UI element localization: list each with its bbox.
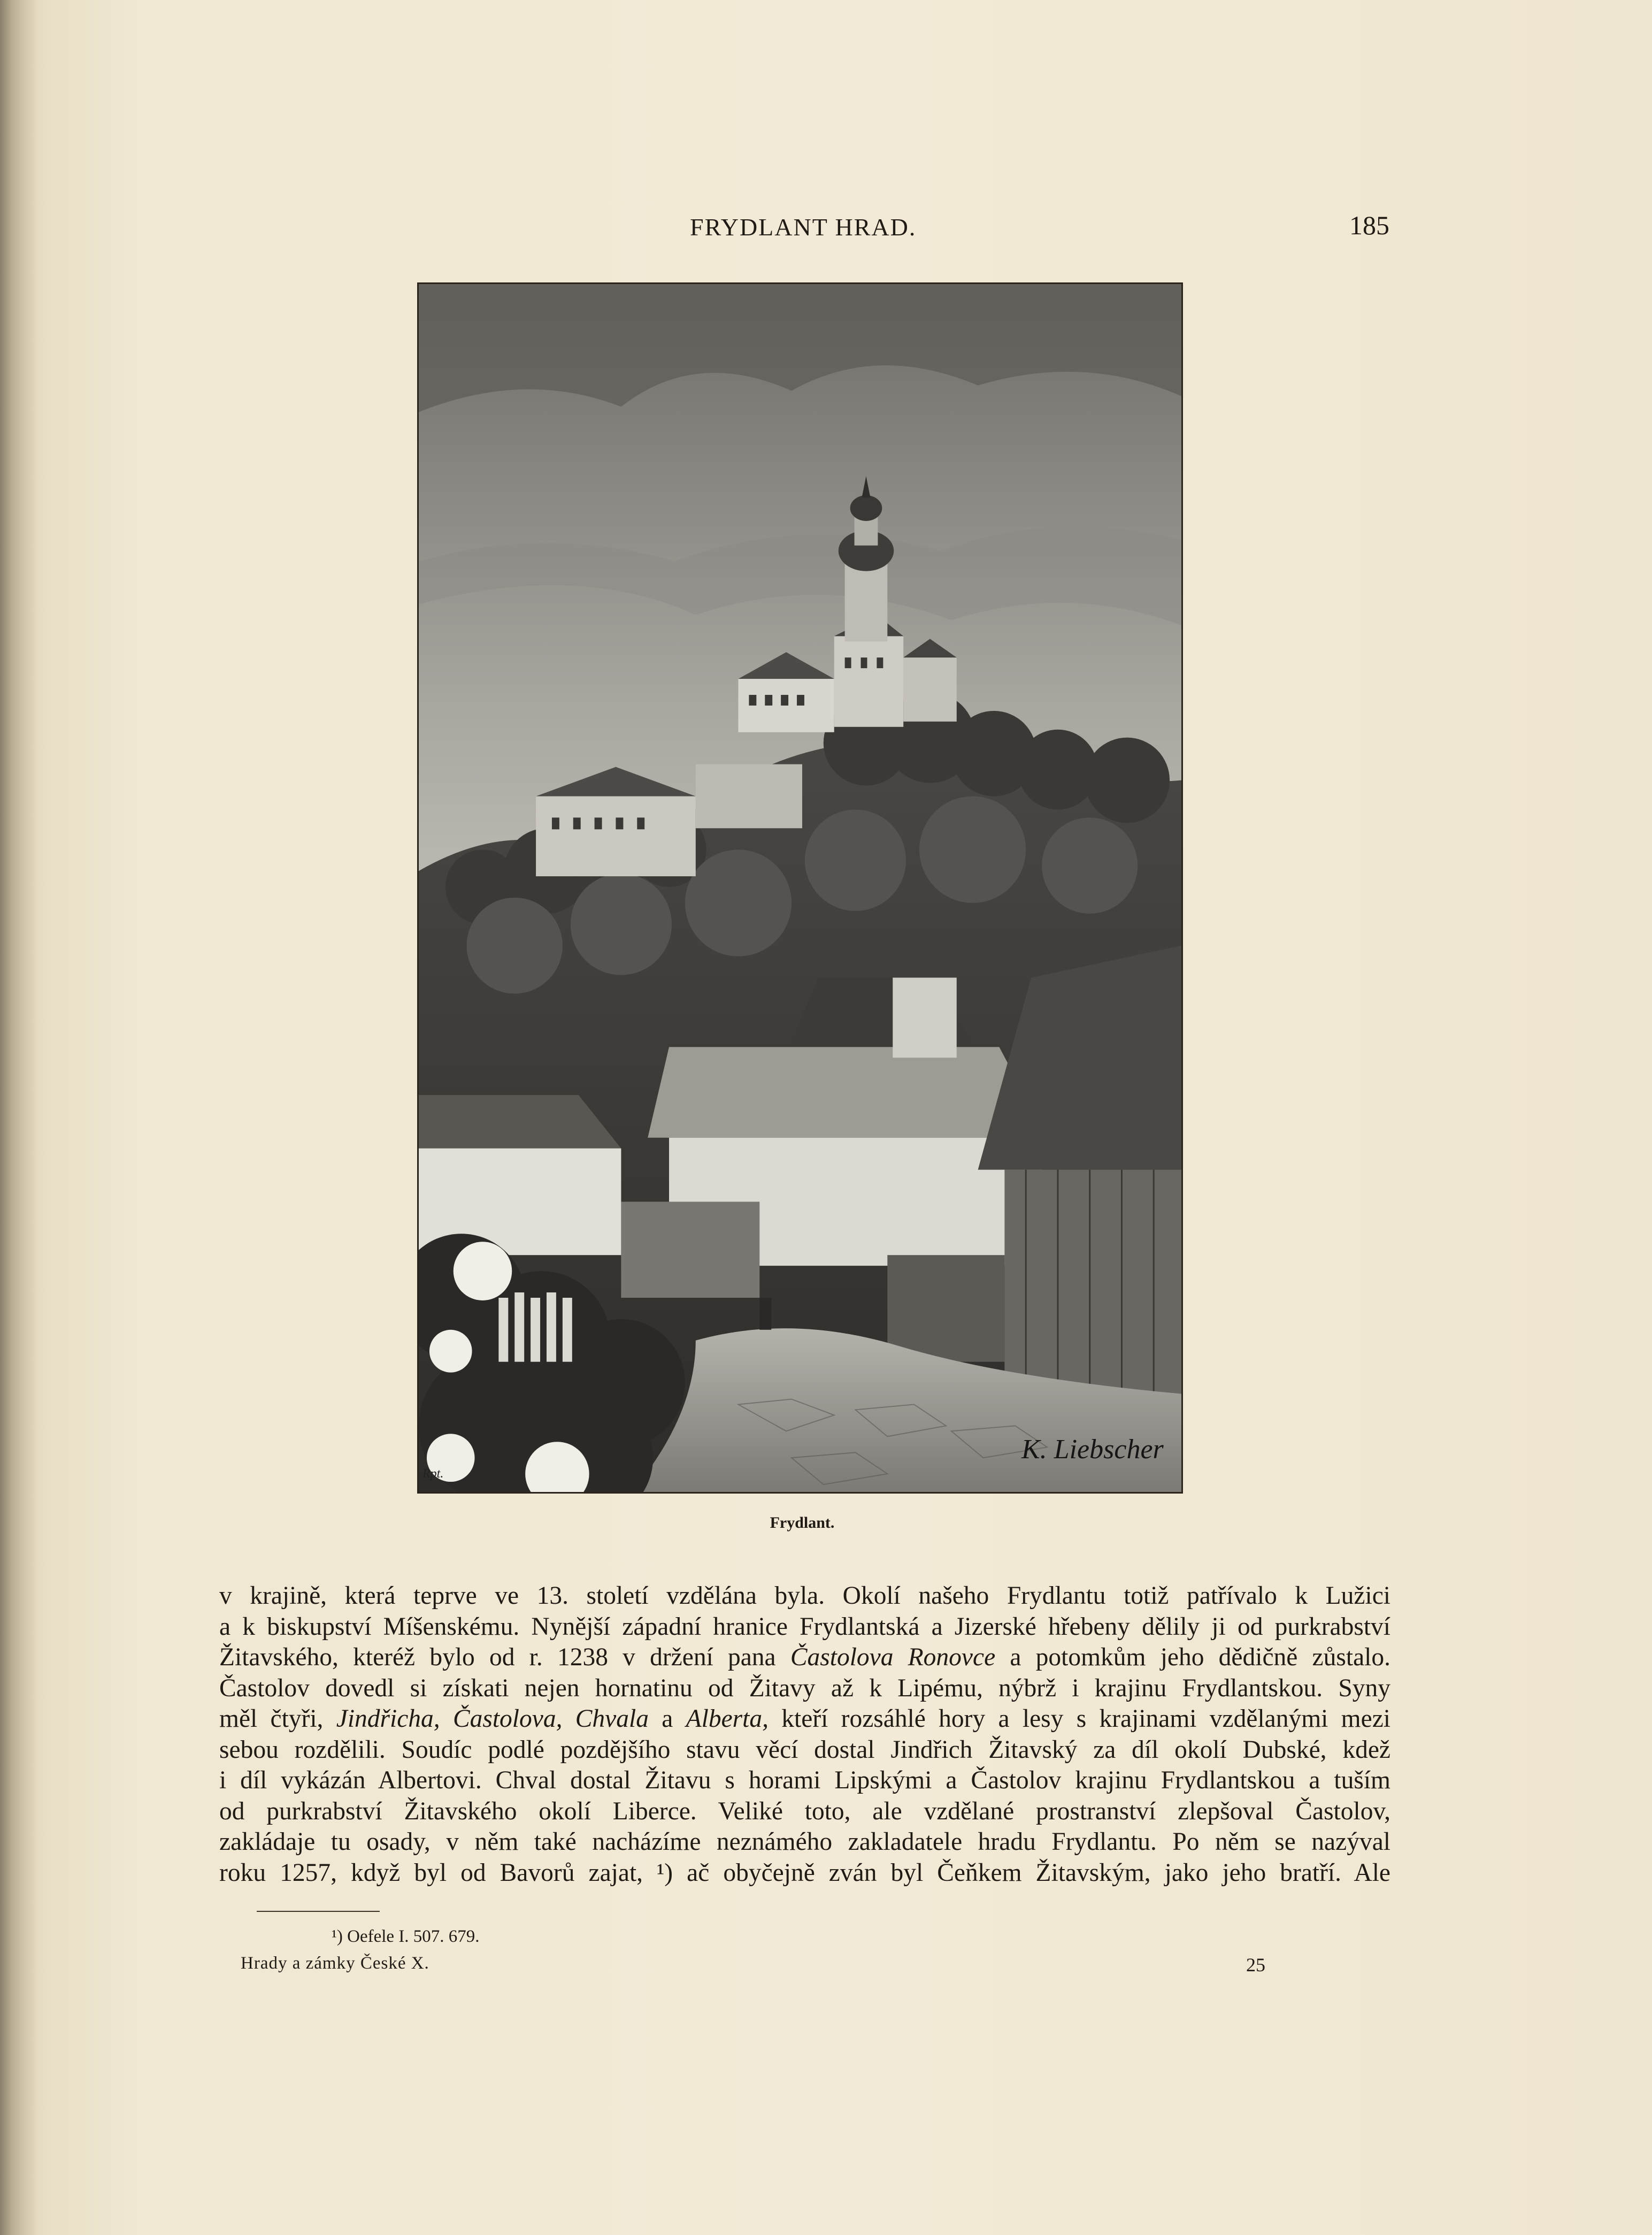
line-text: a potomkům jeho dědičně zůstalo. bbox=[995, 1643, 1390, 1671]
line-text: Žitavského, kteréž bylo od r. 1238 v držení pana bbox=[219, 1643, 790, 1671]
body-line bbox=[219, 1827, 1390, 1858]
signature-mark: Hrady a zámky České X. bbox=[241, 1954, 429, 1973]
line-text: i díl vykázán Albertovi. Chval dostal Žitavu s horami Lipskými a Častolov krajinu Frydlantskou a tuším bbox=[219, 1766, 1390, 1794]
engraver-mark: Rpt. bbox=[422, 1467, 444, 1481]
line-text: a k biskupství Míšenskému. Nynější západní hranice Frydlantská a Jizerské hřebeny dělily ji od purkrabství bbox=[219, 1612, 1390, 1641]
body-line bbox=[219, 1673, 1390, 1704]
line-text: v krajině, která teprve ve 13. století vzdělána byla. Okolí našeho Frydlantu totiž patřívalo k Lužici bbox=[219, 1582, 1390, 1610]
line-text: sebou rozdělili. Soudíc podlé pozdějšího stavu věcí dostal Jindřich Žitavský za díl okolí Dubské, kdež bbox=[219, 1735, 1390, 1764]
body-line bbox=[219, 1765, 1390, 1796]
line-text: od purkrabství Žitavského okolí Liberce. Veliké toto, ale vzdělané prostranství zlepšoval Častolov, bbox=[219, 1797, 1390, 1825]
line-text: zakládaje tu osady, v něm také nacházíme neznámého zakladatele hradu Frydlantu. Po něm se nazýval bbox=[219, 1828, 1390, 1856]
body-line bbox=[219, 1858, 1390, 1889]
line-text: roku 1257, když byl od Bavorů zajat, ¹) ač obyčejně zván byl Čeňkem Žitavským, jako jeho bratří. Ale bbox=[219, 1858, 1390, 1887]
castle-illustration bbox=[417, 282, 1183, 1494]
page-gutter-shadow bbox=[0, 0, 37, 2235]
sheet-number: 25 bbox=[1246, 1954, 1265, 1976]
footnote: ¹) Oefele I. 507. 679. bbox=[332, 1927, 480, 1946]
body-line bbox=[219, 1735, 1390, 1766]
body-line bbox=[219, 1612, 1390, 1643]
line-text: kteří rozsáhlé hory a lesy s krajinami vzdělanými mezi bbox=[769, 1705, 1390, 1733]
footnote-rule bbox=[257, 1911, 380, 1912]
figure-caption: Frydlant. bbox=[770, 1514, 835, 1532]
body-text bbox=[219, 1581, 1390, 1888]
italic-name: Častolova Ronovce bbox=[790, 1643, 996, 1671]
line-text: a bbox=[648, 1705, 686, 1733]
castle-engraving-picture bbox=[419, 284, 1181, 1492]
italic-name: Alberta, bbox=[686, 1705, 769, 1733]
artist-signature: K. Liebscher bbox=[1021, 1434, 1164, 1465]
running-title: FRYDLANT HRAD. bbox=[690, 213, 917, 241]
italic-name: Jindřicha, Častolova, Chvala bbox=[336, 1705, 649, 1733]
body-line bbox=[219, 1642, 1390, 1673]
body-line bbox=[219, 1796, 1390, 1827]
body-line bbox=[219, 1581, 1390, 1612]
line-text: měl čtyři, bbox=[219, 1705, 336, 1733]
body-line bbox=[219, 1704, 1390, 1735]
page-number: 185 bbox=[1349, 210, 1389, 240]
line-text: Častolov dovedl si získati nejen hornatinu od Žitavy až k Lipému, nýbrž i krajinu Frydlantskou. Syny bbox=[219, 1674, 1390, 1702]
